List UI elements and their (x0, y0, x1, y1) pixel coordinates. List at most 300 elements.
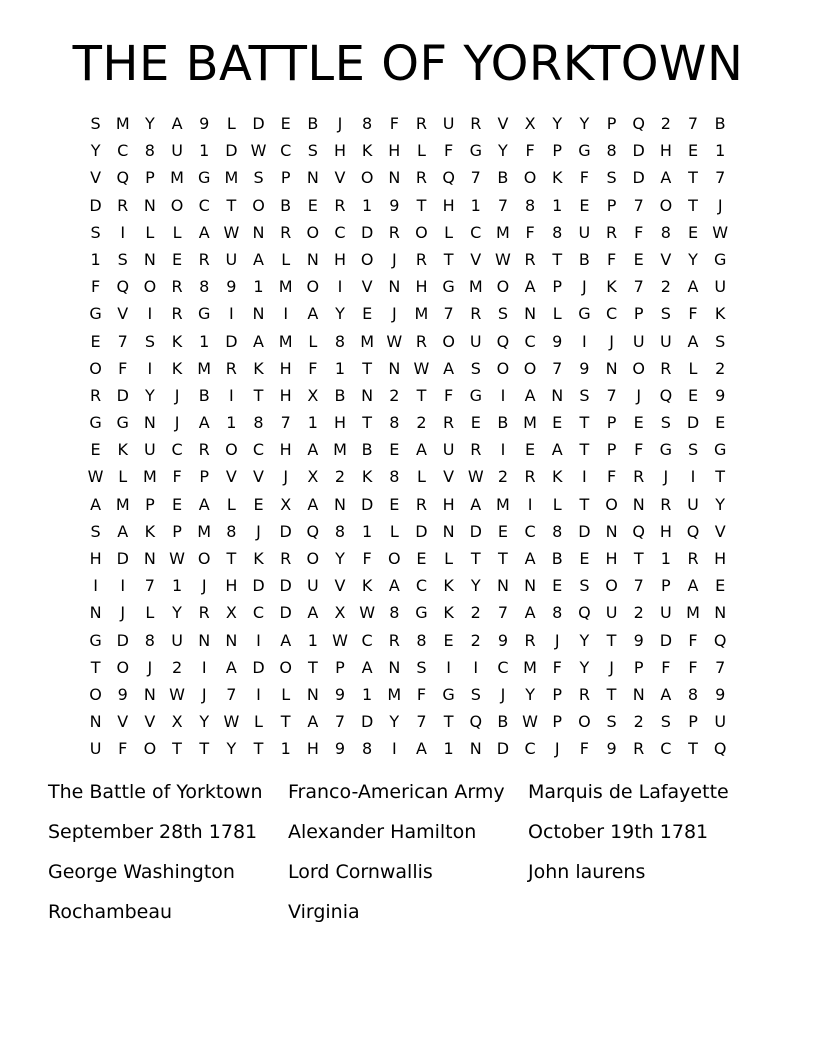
grid-letter[interactable]: 7 (470, 168, 481, 188)
grid-letter[interactable]: N (143, 684, 156, 704)
grid-letter[interactable]: H (225, 576, 238, 596)
grid-letter[interactable]: N (632, 684, 645, 704)
grid-letter[interactable]: 8 (253, 413, 264, 433)
grid-letter[interactable]: D (469, 521, 482, 541)
grid-letter[interactable]: K (117, 440, 128, 460)
grid-letter[interactable]: U (442, 440, 455, 460)
grid-letter[interactable]: V (714, 521, 726, 541)
grid-letter[interactable]: L (226, 494, 236, 514)
grid-letter[interactable]: T (470, 549, 481, 568)
grid-letter[interactable]: W (223, 712, 240, 732)
grid-letter[interactable]: P (552, 684, 563, 704)
grid-letter[interactable]: Q (713, 739, 727, 759)
grid-letter[interactable]: E (389, 440, 400, 460)
grid-letter[interactable]: 2 (660, 277, 671, 297)
grid-letter[interactable]: E (552, 413, 563, 433)
grid-letter[interactable]: C (252, 603, 265, 623)
grid-letter[interactable]: R (171, 277, 183, 297)
grid-letter[interactable]: P (606, 195, 617, 215)
grid-letter[interactable]: W (250, 141, 267, 161)
grid-letter[interactable]: E (633, 249, 644, 269)
grid-letter[interactable]: G (578, 141, 591, 161)
grid-letter[interactable]: 9 (633, 630, 644, 650)
grid-letter[interactable]: 7 (416, 712, 427, 732)
grid-letter[interactable]: N (252, 304, 265, 324)
grid-letter[interactable]: C (415, 576, 428, 596)
grid-letter[interactable]: O (442, 331, 455, 351)
grid-letter[interactable]: K (144, 521, 156, 541)
grid-letter[interactable]: E (253, 494, 264, 514)
grid-letter[interactable]: O (306, 222, 320, 242)
grid-letter[interactable]: 2 (715, 358, 726, 378)
grid-letter[interactable]: Q (496, 331, 510, 351)
grid-letter[interactable]: L (552, 304, 562, 324)
grid-letter[interactable]: T (715, 467, 726, 487)
grid-letter[interactable]: W (359, 603, 376, 623)
grid-letter[interactable]: N (143, 549, 156, 568)
grid-letter[interactable]: J (717, 195, 723, 215)
grid-letter[interactable]: J (283, 467, 289, 487)
grid-letter[interactable]: N (388, 168, 401, 188)
grid-letter[interactable]: 8 (144, 630, 155, 650)
grid-letter[interactable]: N (334, 494, 346, 514)
grid-letter[interactable]: C (605, 304, 618, 324)
grid-letter[interactable]: V (117, 304, 129, 324)
grid-letter[interactable]: 1 (362, 521, 373, 541)
grid-letter[interactable]: N (632, 494, 645, 514)
grid-letter[interactable]: U (171, 141, 183, 161)
grid-letter[interactable]: T (552, 249, 563, 269)
grid-letter[interactable]: X (334, 603, 346, 623)
grid-letter[interactable]: A (524, 385, 536, 405)
grid-letter[interactable]: Q (686, 521, 700, 541)
grid-letter[interactable]: Q (442, 168, 455, 188)
grid-letter[interactable]: A (253, 249, 264, 269)
grid-letter[interactable]: Y (226, 739, 237, 759)
grid-letter[interactable]: 7 (280, 413, 291, 433)
grid-letter[interactable]: E (416, 549, 427, 568)
grid-letter[interactable]: 1 (90, 249, 101, 269)
grid-letter[interactable]: M (142, 467, 157, 487)
grid-letter[interactable]: X (307, 385, 319, 405)
grid-letter[interactable]: V (117, 712, 129, 732)
grid-letter[interactable]: Y (90, 141, 101, 161)
grid-letter[interactable]: N (198, 630, 211, 650)
grid-letter[interactable]: U (306, 576, 319, 596)
grid-letter[interactable]: G (198, 168, 211, 188)
grid-letter[interactable]: G (198, 304, 211, 324)
grid-letter[interactable]: O (143, 739, 157, 759)
grid-letter[interactable]: T (633, 549, 644, 568)
grid-letter[interactable]: D (225, 141, 238, 161)
grid-letter[interactable]: F (118, 739, 128, 759)
grid-letter[interactable]: 2 (416, 413, 427, 433)
grid-letter[interactable]: O (170, 195, 184, 215)
grid-letter[interactable]: C (497, 657, 509, 677)
grid-letter[interactable]: T (443, 249, 454, 269)
grid-letter[interactable]: T (579, 440, 590, 460)
grid-letter[interactable]: 8 (552, 603, 563, 623)
grid-letter[interactable]: 2 (389, 385, 400, 405)
grid-letter[interactable]: Y (335, 549, 345, 568)
grid-letter[interactable]: B (280, 195, 292, 215)
grid-letter[interactable]: O (89, 358, 102, 378)
grid-letter[interactable]: I (582, 331, 587, 351)
grid-letter[interactable]: K (443, 603, 454, 623)
grid-letter[interactable]: J (609, 331, 614, 351)
grid-letter[interactable]: E (579, 195, 590, 215)
grid-letter[interactable]: C (524, 521, 536, 541)
grid-letter[interactable]: D (116, 385, 129, 405)
grid-letter[interactable]: F (688, 657, 698, 677)
grid-letter[interactable]: M (333, 440, 347, 460)
grid-letter[interactable]: A (524, 549, 536, 568)
grid-letter[interactable]: M (170, 168, 184, 188)
grid-letter[interactable]: J (554, 739, 560, 759)
grid-letter[interactable]: U (171, 630, 183, 650)
grid-letter[interactable]: V (334, 168, 346, 188)
grid-letter[interactable]: 1 (199, 141, 210, 161)
grid-letter[interactable]: J (174, 413, 180, 433)
grid-letter[interactable]: Y (172, 603, 182, 623)
grid-letter[interactable]: F (634, 440, 644, 460)
grid-letter[interactable]: 1 (334, 358, 346, 378)
grid-letter[interactable]: N (225, 630, 238, 650)
grid-letter[interactable]: 8 (362, 739, 373, 759)
grid-letter[interactable]: L (416, 467, 426, 487)
grid-letter[interactable]: I (229, 304, 234, 324)
grid-letter[interactable]: 7 (633, 277, 644, 297)
grid-letter[interactable]: M (224, 168, 239, 188)
grid-letter[interactable]: D (360, 494, 374, 514)
grid-letter[interactable]: M (197, 521, 212, 541)
grid-letter[interactable]: W (495, 249, 511, 269)
grid-letter[interactable]: O (279, 657, 292, 677)
grid-letter[interactable]: 1 (660, 549, 671, 568)
grid-letter[interactable]: K (171, 358, 183, 378)
grid-letter[interactable]: M (278, 277, 293, 297)
grid-letter[interactable]: I (201, 657, 207, 677)
grid-letter[interactable]: A (443, 358, 455, 378)
grid-letter[interactable]: K (361, 576, 373, 596)
grid-letter[interactable]: L (281, 249, 291, 269)
grid-letter[interactable]: 9 (579, 358, 590, 378)
grid-letter[interactable]: A (198, 413, 210, 433)
grid-letter[interactable]: O (388, 549, 401, 568)
grid-letter[interactable]: R (633, 467, 645, 487)
grid-letter[interactable]: 1 (443, 739, 454, 759)
grid-letter[interactable]: W (522, 712, 538, 732)
grid-letter[interactable]: N (143, 195, 156, 215)
grid-letter[interactable]: I (120, 576, 126, 596)
grid-letter[interactable]: G (713, 440, 727, 460)
grid-letter[interactable]: O (659, 195, 673, 215)
grid-letter[interactable]: Y (145, 114, 155, 133)
grid-letter[interactable]: 9 (334, 739, 346, 759)
grid-letter[interactable]: I (473, 657, 479, 677)
grid-letter[interactable]: R (415, 494, 428, 514)
grid-letter[interactable]: U (442, 114, 455, 133)
grid-letter[interactable]: F (389, 114, 399, 133)
grid-letter[interactable]: V (253, 467, 264, 487)
grid-letter[interactable]: R (388, 630, 400, 650)
grid-letter[interactable]: 1 (307, 630, 318, 650)
grid-letter[interactable]: I (93, 576, 98, 596)
grid-letter[interactable]: P (688, 712, 698, 732)
grid-letter[interactable]: 2 (660, 114, 671, 133)
grid-letter[interactable]: V (225, 467, 237, 487)
grid-letter[interactable]: R (117, 195, 129, 215)
grid-letter[interactable]: B (497, 168, 509, 188)
grid-letter[interactable]: 2 (633, 603, 644, 623)
grid-letter[interactable]: I (147, 358, 153, 378)
grid-letter[interactable]: D (632, 141, 645, 161)
grid-letter[interactable]: 7 (715, 657, 726, 677)
grid-letter[interactable]: 9 (497, 630, 509, 650)
grid-letter[interactable]: P (606, 114, 617, 133)
grid-letter[interactable]: 8 (199, 277, 210, 297)
grid-letter[interactable]: 8 (144, 141, 155, 161)
grid-letter[interactable]: U (714, 277, 727, 297)
grid-letter[interactable]: V (144, 712, 156, 732)
grid-letter[interactable]: 9 (389, 195, 400, 215)
grid-letter[interactable]: O (143, 277, 157, 297)
grid-letter[interactable]: J (337, 114, 343, 133)
grid-letter[interactable]: I (391, 739, 397, 759)
grid-letter[interactable]: R (524, 249, 536, 269)
grid-letter[interactable]: 1 (362, 684, 373, 704)
grid-letter[interactable]: D (415, 521, 428, 541)
grid-letter[interactable]: F (579, 168, 589, 188)
grid-letter[interactable]: H (659, 521, 672, 541)
grid-letter[interactable]: A (660, 684, 672, 704)
grid-letter[interactable]: 8 (334, 331, 346, 351)
grid-letter[interactable]: G (659, 440, 673, 460)
grid-letter[interactable]: N (361, 385, 374, 405)
grid-letter[interactable]: N (306, 684, 319, 704)
grid-letter[interactable]: D (279, 521, 292, 541)
grid-letter[interactable]: R (334, 195, 346, 215)
grid-letter[interactable]: F (525, 222, 535, 242)
grid-letter[interactable]: A (551, 440, 563, 460)
grid-letter[interactable]: L (308, 331, 318, 351)
grid-letter[interactable]: N (143, 249, 156, 269)
grid-letter[interactable]: K (551, 467, 563, 487)
grid-letter[interactable]: F (444, 141, 454, 161)
grid-letter[interactable]: L (281, 684, 291, 704)
grid-letter[interactable]: A (307, 603, 319, 623)
grid-letter[interactable]: R (198, 440, 210, 460)
grid-letter[interactable]: N (605, 358, 618, 378)
grid-letter[interactable]: Y (199, 712, 210, 732)
grid-letter[interactable]: O (360, 168, 374, 188)
grid-letter[interactable]: D (252, 657, 265, 677)
grid-letter[interactable]: R (633, 739, 645, 759)
grid-letter[interactable]: R (470, 114, 482, 133)
grid-letter[interactable]: A (225, 657, 237, 677)
grid-letter[interactable]: T (416, 385, 427, 405)
grid-letter[interactable]: 7 (715, 168, 726, 188)
grid-letter[interactable]: I (147, 304, 153, 324)
grid-letter[interactable]: O (306, 277, 320, 297)
grid-letter[interactable]: N (306, 249, 319, 269)
grid-letter[interactable]: 9 (199, 114, 210, 133)
grid-letter[interactable]: N (442, 521, 455, 541)
grid-letter[interactable]: D (89, 195, 102, 215)
grid-letter[interactable]: H (442, 195, 455, 215)
grid-letter[interactable]: J (582, 277, 587, 297)
grid-letter[interactable]: 1 (199, 331, 210, 351)
grid-letter[interactable]: N (551, 385, 564, 405)
grid-letter[interactable]: U (714, 712, 727, 732)
grid-letter[interactable]: 7 (633, 576, 644, 596)
grid-letter[interactable]: O (225, 440, 238, 460)
grid-letter[interactable]: B (551, 549, 563, 568)
grid-letter[interactable]: S (660, 413, 671, 433)
grid-letter[interactable]: S (687, 440, 699, 460)
grid-letter[interactable]: R (660, 358, 672, 378)
grid-letter[interactable]: R (660, 494, 672, 514)
grid-letter[interactable]: G (469, 141, 482, 161)
grid-letter[interactable]: G (469, 385, 482, 405)
grid-letter[interactable]: F (606, 467, 617, 487)
grid-letter[interactable]: V (470, 249, 482, 269)
grid-letter[interactable]: H (89, 549, 102, 568)
grid-letter[interactable]: E (307, 195, 318, 215)
grid-letter[interactable]: H (333, 249, 346, 269)
grid-letter[interactable]: N (524, 576, 537, 596)
grid-letter[interactable]: G (713, 249, 727, 269)
grid-letter[interactable]: H (442, 494, 455, 514)
grid-letter[interactable]: M (115, 494, 130, 514)
grid-letter[interactable]: J (120, 603, 126, 623)
grid-letter[interactable]: W (169, 549, 185, 568)
grid-letter[interactable]: 2 (633, 712, 644, 732)
grid-letter[interactable]: P (145, 494, 155, 514)
grid-letter[interactable]: 7 (226, 684, 237, 704)
grid-letter[interactable]: A (198, 222, 210, 242)
grid-letter[interactable]: T (362, 358, 373, 378)
grid-letter[interactable]: X (171, 712, 183, 732)
grid-letter[interactable]: F (308, 358, 318, 378)
grid-letter[interactable]: P (633, 304, 644, 324)
grid-letter[interactable]: L (688, 358, 698, 378)
grid-letter[interactable]: X (524, 114, 536, 133)
grid-letter[interactable]: T (579, 413, 590, 433)
grid-letter[interactable]: R (470, 440, 482, 460)
grid-letter[interactable]: 9 (715, 684, 726, 704)
grid-letter[interactable]: A (307, 494, 319, 514)
grid-letter[interactable]: W (87, 467, 104, 487)
grid-letter[interactable]: F (444, 385, 454, 405)
grid-letter[interactable]: U (632, 331, 645, 351)
grid-letter[interactable]: 2 (334, 467, 346, 487)
grid-letter[interactable]: 8 (362, 114, 373, 133)
grid-letter[interactable]: 7 (497, 195, 509, 215)
grid-letter[interactable]: Y (579, 114, 590, 133)
grid-letter[interactable]: I (283, 304, 289, 324)
grid-letter[interactable]: S (660, 304, 671, 324)
grid-letter[interactable]: U (225, 249, 238, 269)
grid-letter[interactable]: N (388, 657, 401, 677)
grid-letter[interactable]: P (172, 521, 182, 541)
grid-letter[interactable]: M (115, 114, 130, 133)
grid-letter[interactable]: 7 (552, 358, 563, 378)
grid-letter[interactable]: R (524, 467, 536, 487)
grid-letter[interactable]: J (500, 684, 506, 704)
grid-letter[interactable]: L (118, 467, 128, 487)
grid-letter[interactable]: B (361, 440, 373, 460)
grid-letter[interactable]: L (444, 549, 454, 568)
grid-letter[interactable]: L (254, 712, 263, 732)
grid-letter[interactable]: D (578, 521, 591, 541)
grid-letter[interactable]: A (687, 576, 699, 596)
grid-letter[interactable]: S (253, 168, 264, 188)
grid-letter[interactable]: E (280, 114, 291, 133)
grid-letter[interactable]: T (199, 739, 210, 759)
grid-letter[interactable]: S (470, 684, 481, 704)
grid-letter[interactable]: J (147, 657, 153, 677)
grid-letter[interactable]: T (606, 630, 617, 650)
grid-letter[interactable]: A (388, 576, 400, 596)
grid-letter[interactable]: 8 (226, 521, 237, 541)
grid-letter[interactable]: L (145, 222, 155, 242)
grid-letter[interactable]: O (578, 712, 591, 732)
grid-letter[interactable]: T (688, 739, 698, 759)
grid-letter[interactable]: I (446, 657, 451, 677)
grid-letter[interactable]: L (552, 494, 562, 514)
grid-letter[interactable]: R (415, 114, 428, 133)
grid-letter[interactable]: L (444, 222, 454, 242)
grid-letter[interactable]: 1 (307, 413, 318, 433)
grid-letter[interactable]: U (578, 222, 591, 242)
grid-letter[interactable]: I (690, 467, 696, 487)
grid-letter[interactable]: M (197, 358, 212, 378)
grid-letter[interactable]: D (279, 576, 292, 596)
grid-letter[interactable]: S (90, 114, 101, 133)
grid-letter[interactable]: J (174, 385, 180, 405)
grid-letter[interactable]: N (605, 521, 618, 541)
grid-letter[interactable]: J (554, 630, 560, 650)
grid-letter[interactable]: E (389, 494, 400, 514)
grid-letter[interactable]: F (606, 249, 617, 269)
grid-letter[interactable]: V (660, 249, 672, 269)
grid-letter[interactable]: G (415, 603, 428, 623)
grid-letter[interactable]: K (714, 304, 726, 324)
grid-letter[interactable]: 9 (226, 277, 237, 297)
grid-letter[interactable]: G (116, 413, 129, 433)
grid-letter[interactable]: Y (498, 141, 508, 161)
grid-letter[interactable]: N (524, 304, 537, 324)
grid-letter[interactable]: D (360, 222, 374, 242)
grid-letter[interactable]: M (387, 684, 402, 704)
grid-letter[interactable]: X (307, 467, 319, 487)
grid-letter[interactable]: A (687, 277, 699, 297)
grid-letter[interactable]: S (470, 358, 481, 378)
grid-letter[interactable]: M (496, 494, 510, 514)
grid-letter[interactable]: B (334, 385, 346, 405)
grid-letter[interactable]: 1 (171, 576, 183, 596)
grid-letter[interactable]: 8 (552, 222, 563, 242)
grid-letter[interactable]: M (686, 603, 700, 623)
grid-letter[interactable]: B (198, 385, 210, 405)
grid-letter[interactable]: C (660, 739, 672, 759)
grid-letter[interactable]: E (90, 331, 101, 351)
grid-letter[interactable]: D (116, 630, 129, 650)
grid-letter[interactable]: S (307, 141, 318, 161)
grid-letter[interactable]: P (335, 657, 345, 677)
grid-letter[interactable]: V (443, 467, 455, 487)
